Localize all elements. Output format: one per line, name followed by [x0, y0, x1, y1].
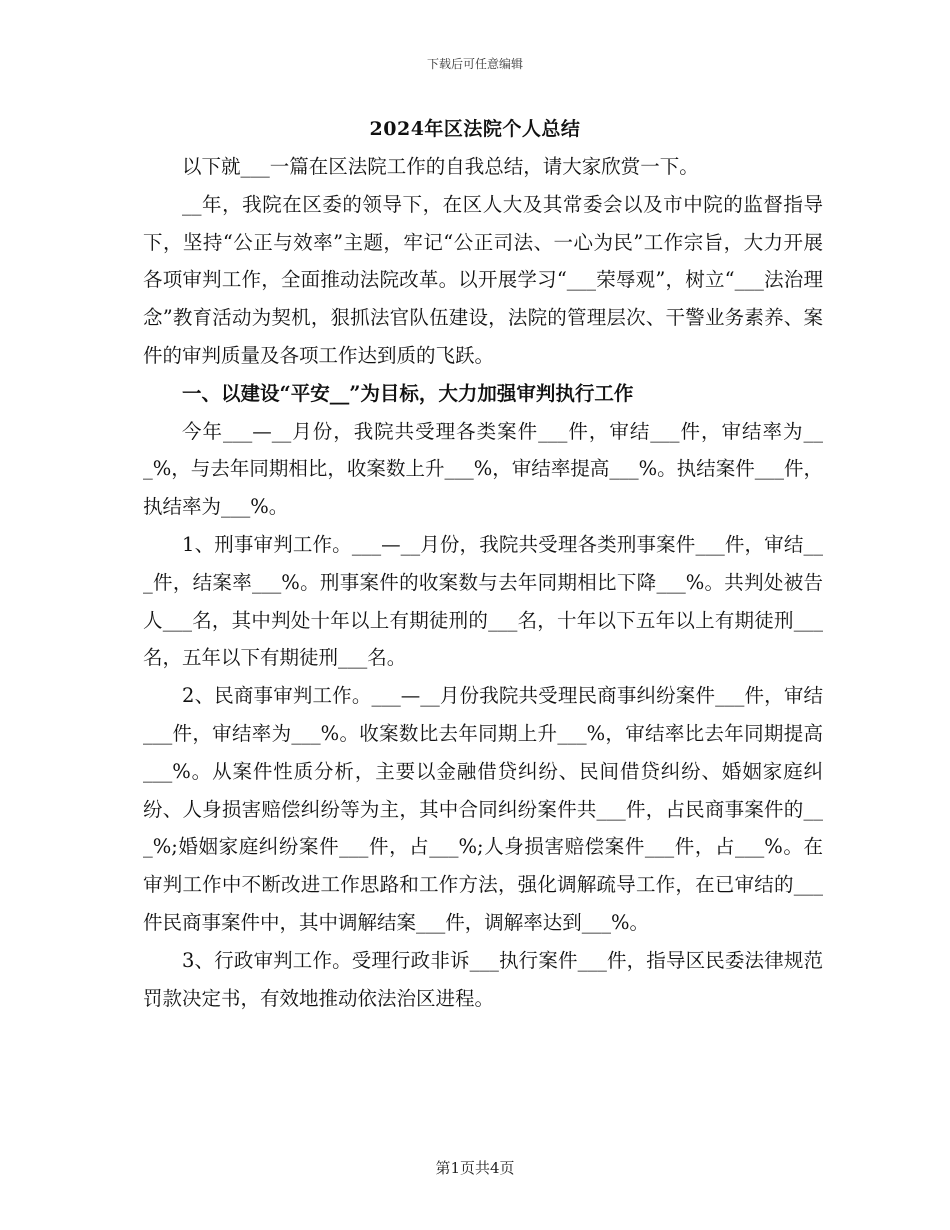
- intro-paragraph: 以下就___一篇在区法院工作的自我总结，请大家欣赏一下。: [182, 155, 699, 178]
- criminal-trial-paragraph: 1、刑事审判工作。___—__月份，我院共受理各类刑事案件___件，审结___件，结案率___%。刑事案件的收案数与去年同期相比下降___%。共判处被告人___名，其中判处十年以上有期徒刑的___名，十年以下五年以上有期徒刑___名，五年以下有期徒刑___名。: [143, 532, 823, 670]
- document-body: [143, 148, 823, 1017]
- case-stats-paragraph: 今年___—__月份，我院共受理各类案件___件，审结___件，审结率为___%，与去年同期相比，收案数上升___%，审结率提高___%。执结案件___件，执结率为___%。: [143, 419, 823, 519]
- page-footer: 第1页共4页: [435, 1159, 515, 1177]
- page-header-note: 下载后可任意编辑: [426, 57, 523, 71]
- civil-trial-paragraph: 2、民商事审判工作。___—__月份我院共受理民商事纠纷案件___件，审结___件，审结率为___%。收案数比去年同期上升___%，审结率比去年同期提高___%。从案件性质分析，主要以金融借贷纠纷、民间借贷纠纷、婚姻家庭纠纷、人身损害赔偿纠纷等为主，其中合同纠纷案件共___件，占民商事案件的___%;婚姻家庭纠纷案件___件，占___%;人身损害赔偿案件___件，占___%。在审判工作中不断改进工作思路和工作方法，强化调解疏导工作，在已审结的___件民商事案件中，其中调解结案___件，调解率达到___%。: [143, 684, 823, 934]
- document-title: 2024年区法院个人总结: [369, 118, 581, 140]
- section-heading-1: 一、以建设“平安__”为目标，大力加强审判执行工作: [182, 381, 634, 405]
- administrative-trial-paragraph: 3、行政审判工作。受理行政非诉___执行案件___件，指导区民委法律规范罚款决定书，有效地推动依法治区进程。: [143, 948, 823, 1010]
- overview-paragraph: __年，我院在区委的领导下，在区人大及其常委会以及市中院的监督指导下，坚持“公正与效率”主题，牢记“公正司法、一心为民”工作宗旨，大力开展各项审判工作，全面推动法院改革。以开展学习“___荣辱观”，树立“___法治理念”教育活动为契机，狠抓法官队伍建设，法院的管理层次、干警业务素养、案件的审判质量及各项工作达到质的飞跃。: [143, 192, 823, 367]
